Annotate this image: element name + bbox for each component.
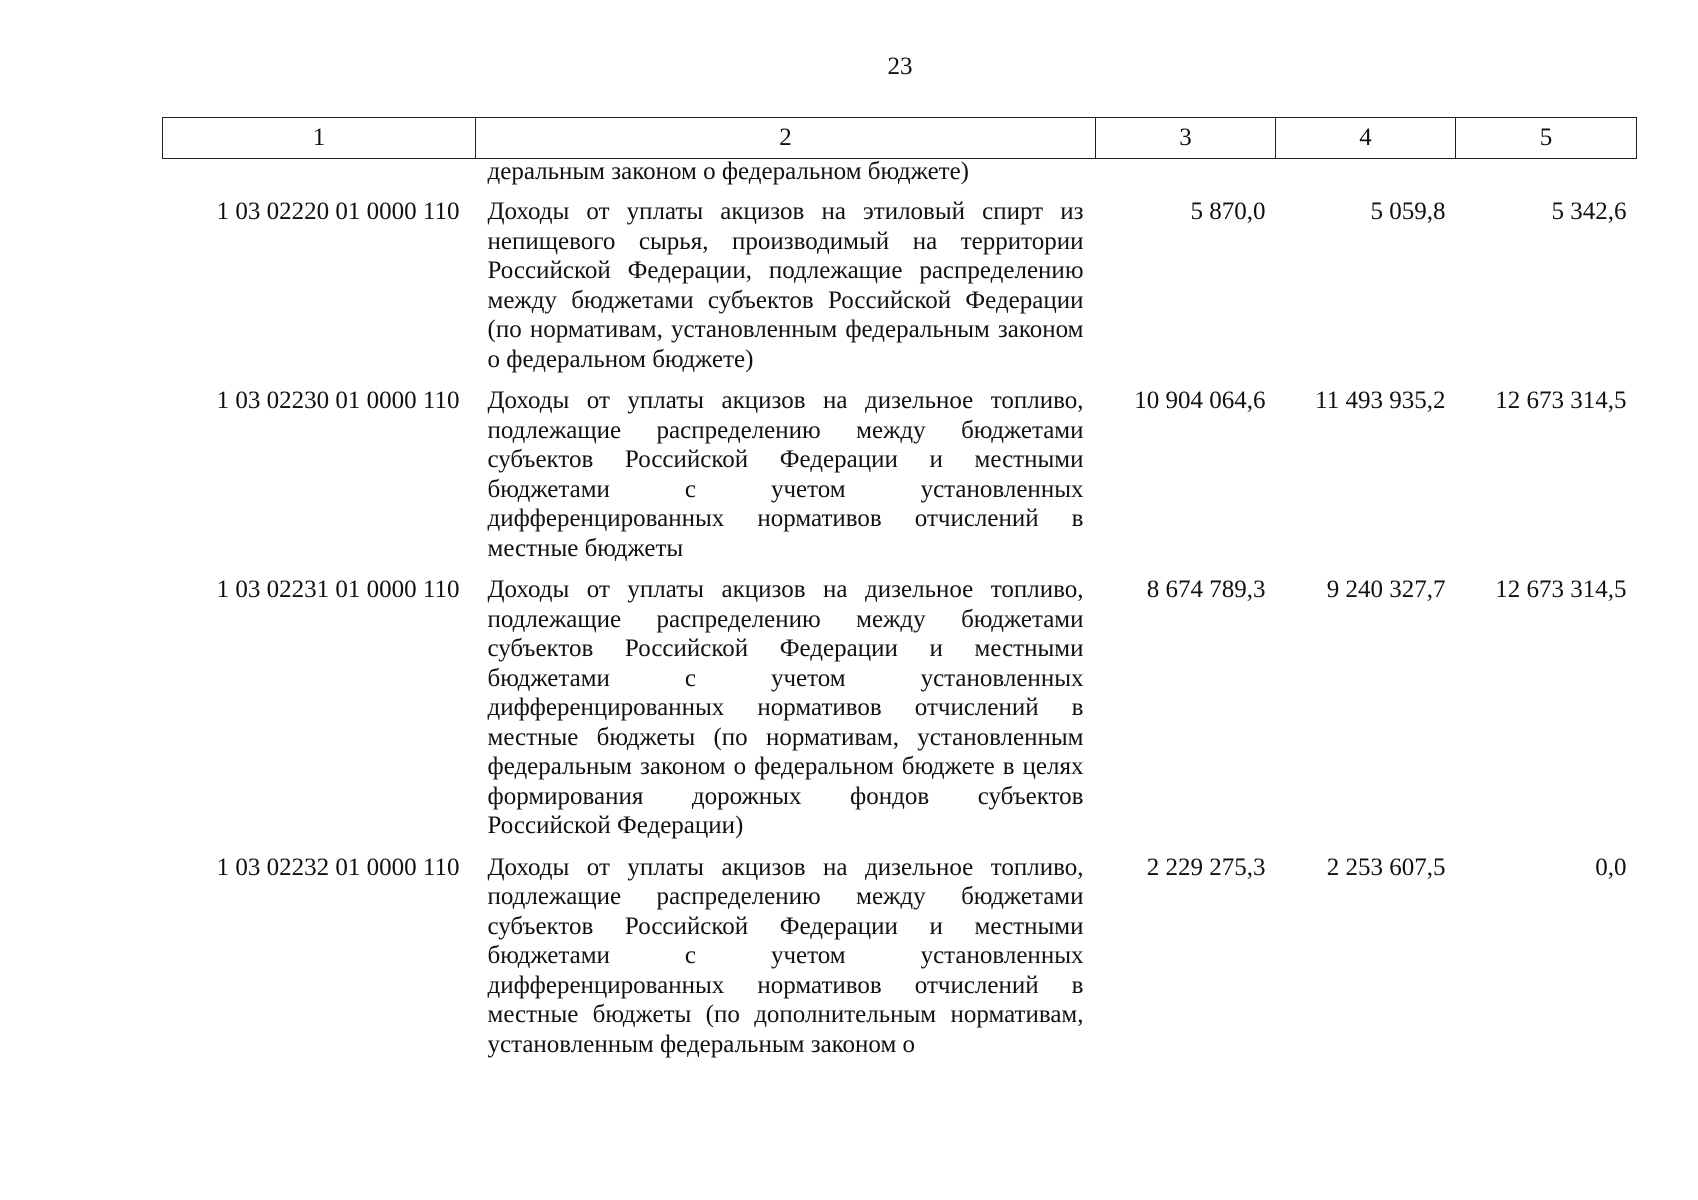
header-col-2: 2	[476, 118, 1096, 159]
revenue-code: 1 03 02220 01 0000 110	[216, 198, 460, 225]
revenue-description: Доходы от уплаты акцизов на этиловый спирт из непищевого сырья, производимый на территории Российской Федерации, подлежащие распределению между бюджетами субъектов Российской Федерации (по нормативам, установленным федеральным законом о федеральном бюджете)	[487, 198, 1084, 373]
value-col-3: 8 674 789,3	[1146, 576, 1266, 603]
revenue-code: 1 03 02231 01 0000 110	[216, 576, 460, 603]
revenue-description: Доходы от уплаты акцизов на дизельное топливо, подлежащие распределению между бюджетами субъектов Российской Федерации и местными бюджетами с учетом установленных дифференцированных нормативов отчислений в местные бюджеты (по дополнительным нормативам, установленным федеральным законом о	[487, 853, 1084, 1058]
value-col-5: 12 673 314,5	[1495, 576, 1627, 603]
value-col-3: 10 904 064,6	[1134, 387, 1266, 414]
revenue-description: Доходы от уплаты акцизов на дизельное топливо, подлежащие распределению между бюджетами субъектов Российской Федерации и местными бюджетами с учетом установленных дифференцированных нормативов отчислений в местные бюджеты (по нормативам, установленным федеральным законом о федеральном бюджете в целях формирования дорожных фондов субъектов Российской Федерации)	[487, 576, 1084, 839]
value-col-4: 2 253 607,5	[1326, 853, 1446, 881]
value-col-4: 5 059,8	[1370, 198, 1446, 225]
value-col-3: 5 870,0	[1190, 198, 1266, 225]
table-row	[163, 185, 1637, 374]
continuation-text: деральным законом о федеральном бюджете)	[487, 158, 970, 185]
table-row	[163, 841, 1637, 1060]
table-header-row	[163, 118, 1637, 159]
header-col-3: 3	[1096, 118, 1276, 159]
revenue-code: 1 03 02230 01 0000 110	[216, 387, 460, 414]
value-col-3: 2 229 275,3	[1146, 853, 1266, 881]
header-col-4: 4	[1276, 118, 1456, 159]
header-col-1: 1	[163, 118, 476, 159]
continuation-row	[163, 159, 1637, 186]
header-col-5: 5	[1456, 118, 1637, 159]
value-col-5: 0,0	[1595, 853, 1627, 881]
table-row	[163, 563, 1637, 841]
revenue-table	[162, 117, 1637, 1059]
revenue-code: 1 03 02232 01 0000 110	[216, 853, 460, 881]
value-col-4: 9 240 327,7	[1326, 576, 1446, 603]
value-col-4: 11 493 935,2	[1315, 387, 1446, 414]
revenue-description: Доходы от уплаты акцизов на дизельное топливо, подлежащие распределению между бюджетами субъектов Российской Федерации и местными бюджетами с учетом установленных дифференцированных нормативов отчислений в местные бюджеты	[487, 387, 1084, 562]
value-col-5: 5 342,6	[1551, 198, 1627, 225]
page-number: 23	[887, 53, 913, 80]
table-row	[163, 374, 1637, 563]
value-col-5: 12 673 314,5	[1495, 387, 1627, 414]
